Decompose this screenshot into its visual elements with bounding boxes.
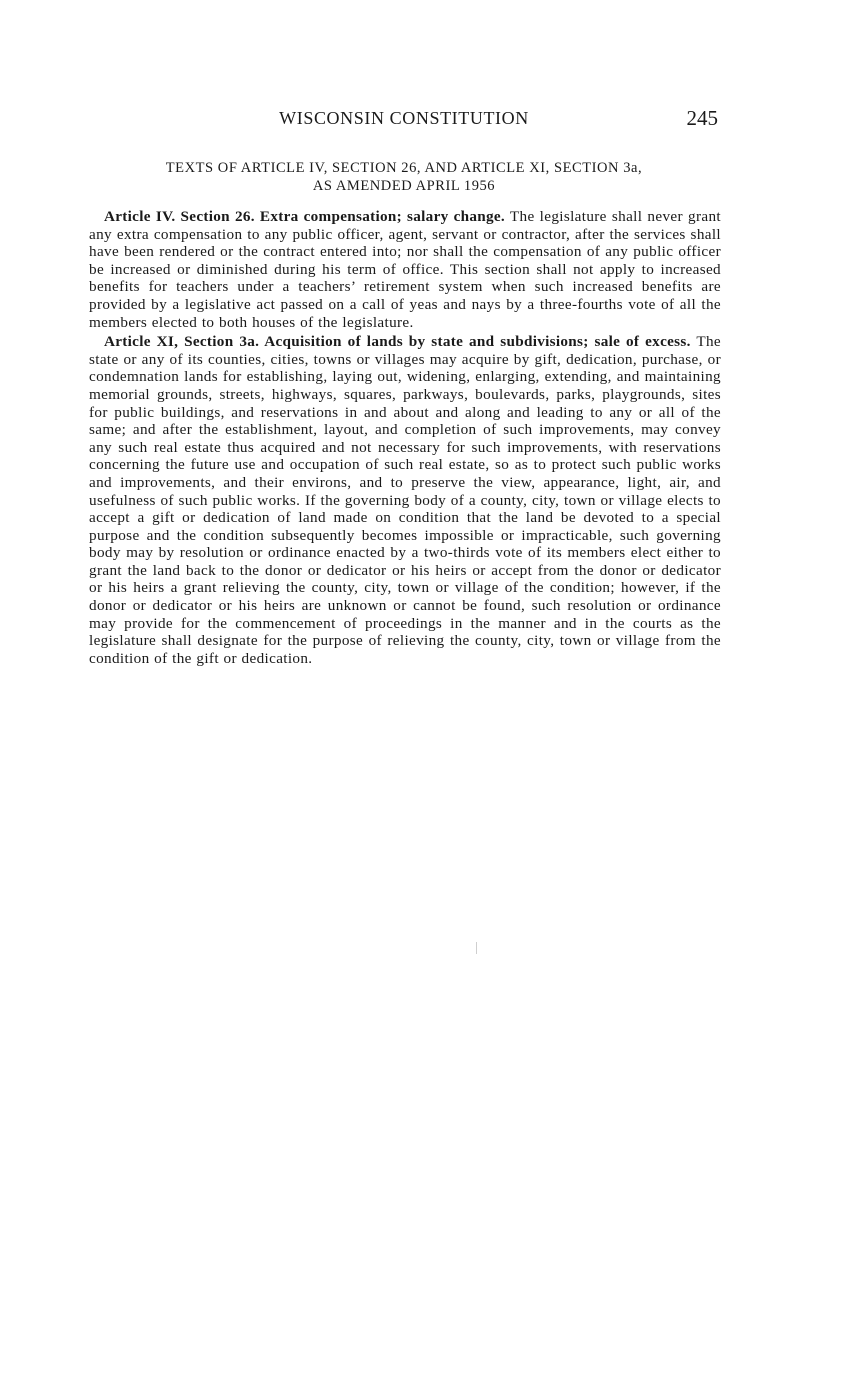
- article-xi-section-3a: [89, 333, 721, 667]
- scan-artifact: [476, 942, 477, 954]
- section-heading-line-2: AS AMENDED APRIL 1956: [312, 178, 496, 194]
- section-heading: [84, 159, 724, 195]
- article-text: The legislature shall never grant any extra compensation to any public officer, agent, servant or contractor, after the services shall have been rendered or the contract entered into; nor shall the compensation of any public officer be increased or diminished during his term of office. This section shall not apply to increased benefits for teachers under a teachers’ retirement system when such increased benefits are provided by a legislative act passed on a call of yeas and nays by a three-fourths vote of all the members elected to both houses of the legislature.: [89, 208, 721, 331]
- running-header: [88, 108, 720, 134]
- article-heading: Article XI, Section 3a. Acquisition of lands by state and subdivisions; sale of excess.: [104, 333, 691, 351]
- article-list: [89, 208, 721, 669]
- article-text: The state or any of its counties, cities, towns or villages may acquire by gift, dedication, purchase, or condemnation lands for establishing, laying out, widening, enlarging, extending, and maintaining memorial grounds, streets, highways, squares, parkways, boulevards, parks, playgrounds, sites for public buildings, and reservations in and about and along and leading to any or all of the same; and after the establishment, layout, and completion of such improvements, may convey any such real estate thus acquired and not necessary for such improvements, with reservations concerning the future use and occupation of such real estate, so as to protect such public works and improvements, and their environs, and to preserve the view, appearance, light, air, and usefulness of such public works. If the governing body of a county, city, town or village elects to accept a gift or dedication of land made on condition that the land be devoted to a special purpose and the condition subsequently becomes impossible or impracticable, such governing body may by resolution or ordinance enacted by a two-thirds vote of its members elect either to grant the land back to the donor or dedicator or his heirs or accept from the donor or dedicator or his heirs a grant relieving the county, city, town or village of the condition; however, if the donor or dedicator or his heirs are unknown or cannot be found, such resolution or ordinance may provide for the commencement of proceedings in the manner and in the courts as the legislature shall designate for the purpose of relieving the county, city, town or village from the condition of the gift or dedication.: [89, 333, 722, 667]
- section-heading-line-1: TEXTS OF ARTICLE IV, SECTION 26, AND ARTICLE XI, SECTION 3a,: [165, 160, 643, 176]
- page-number: 245: [686, 106, 718, 130]
- running-title: WISCONSIN CONSTITUTION: [279, 108, 529, 128]
- article-heading: Article IV. Section 26. Extra compensation; salary change.: [104, 208, 506, 225]
- article-iv-section-26: [89, 208, 721, 331]
